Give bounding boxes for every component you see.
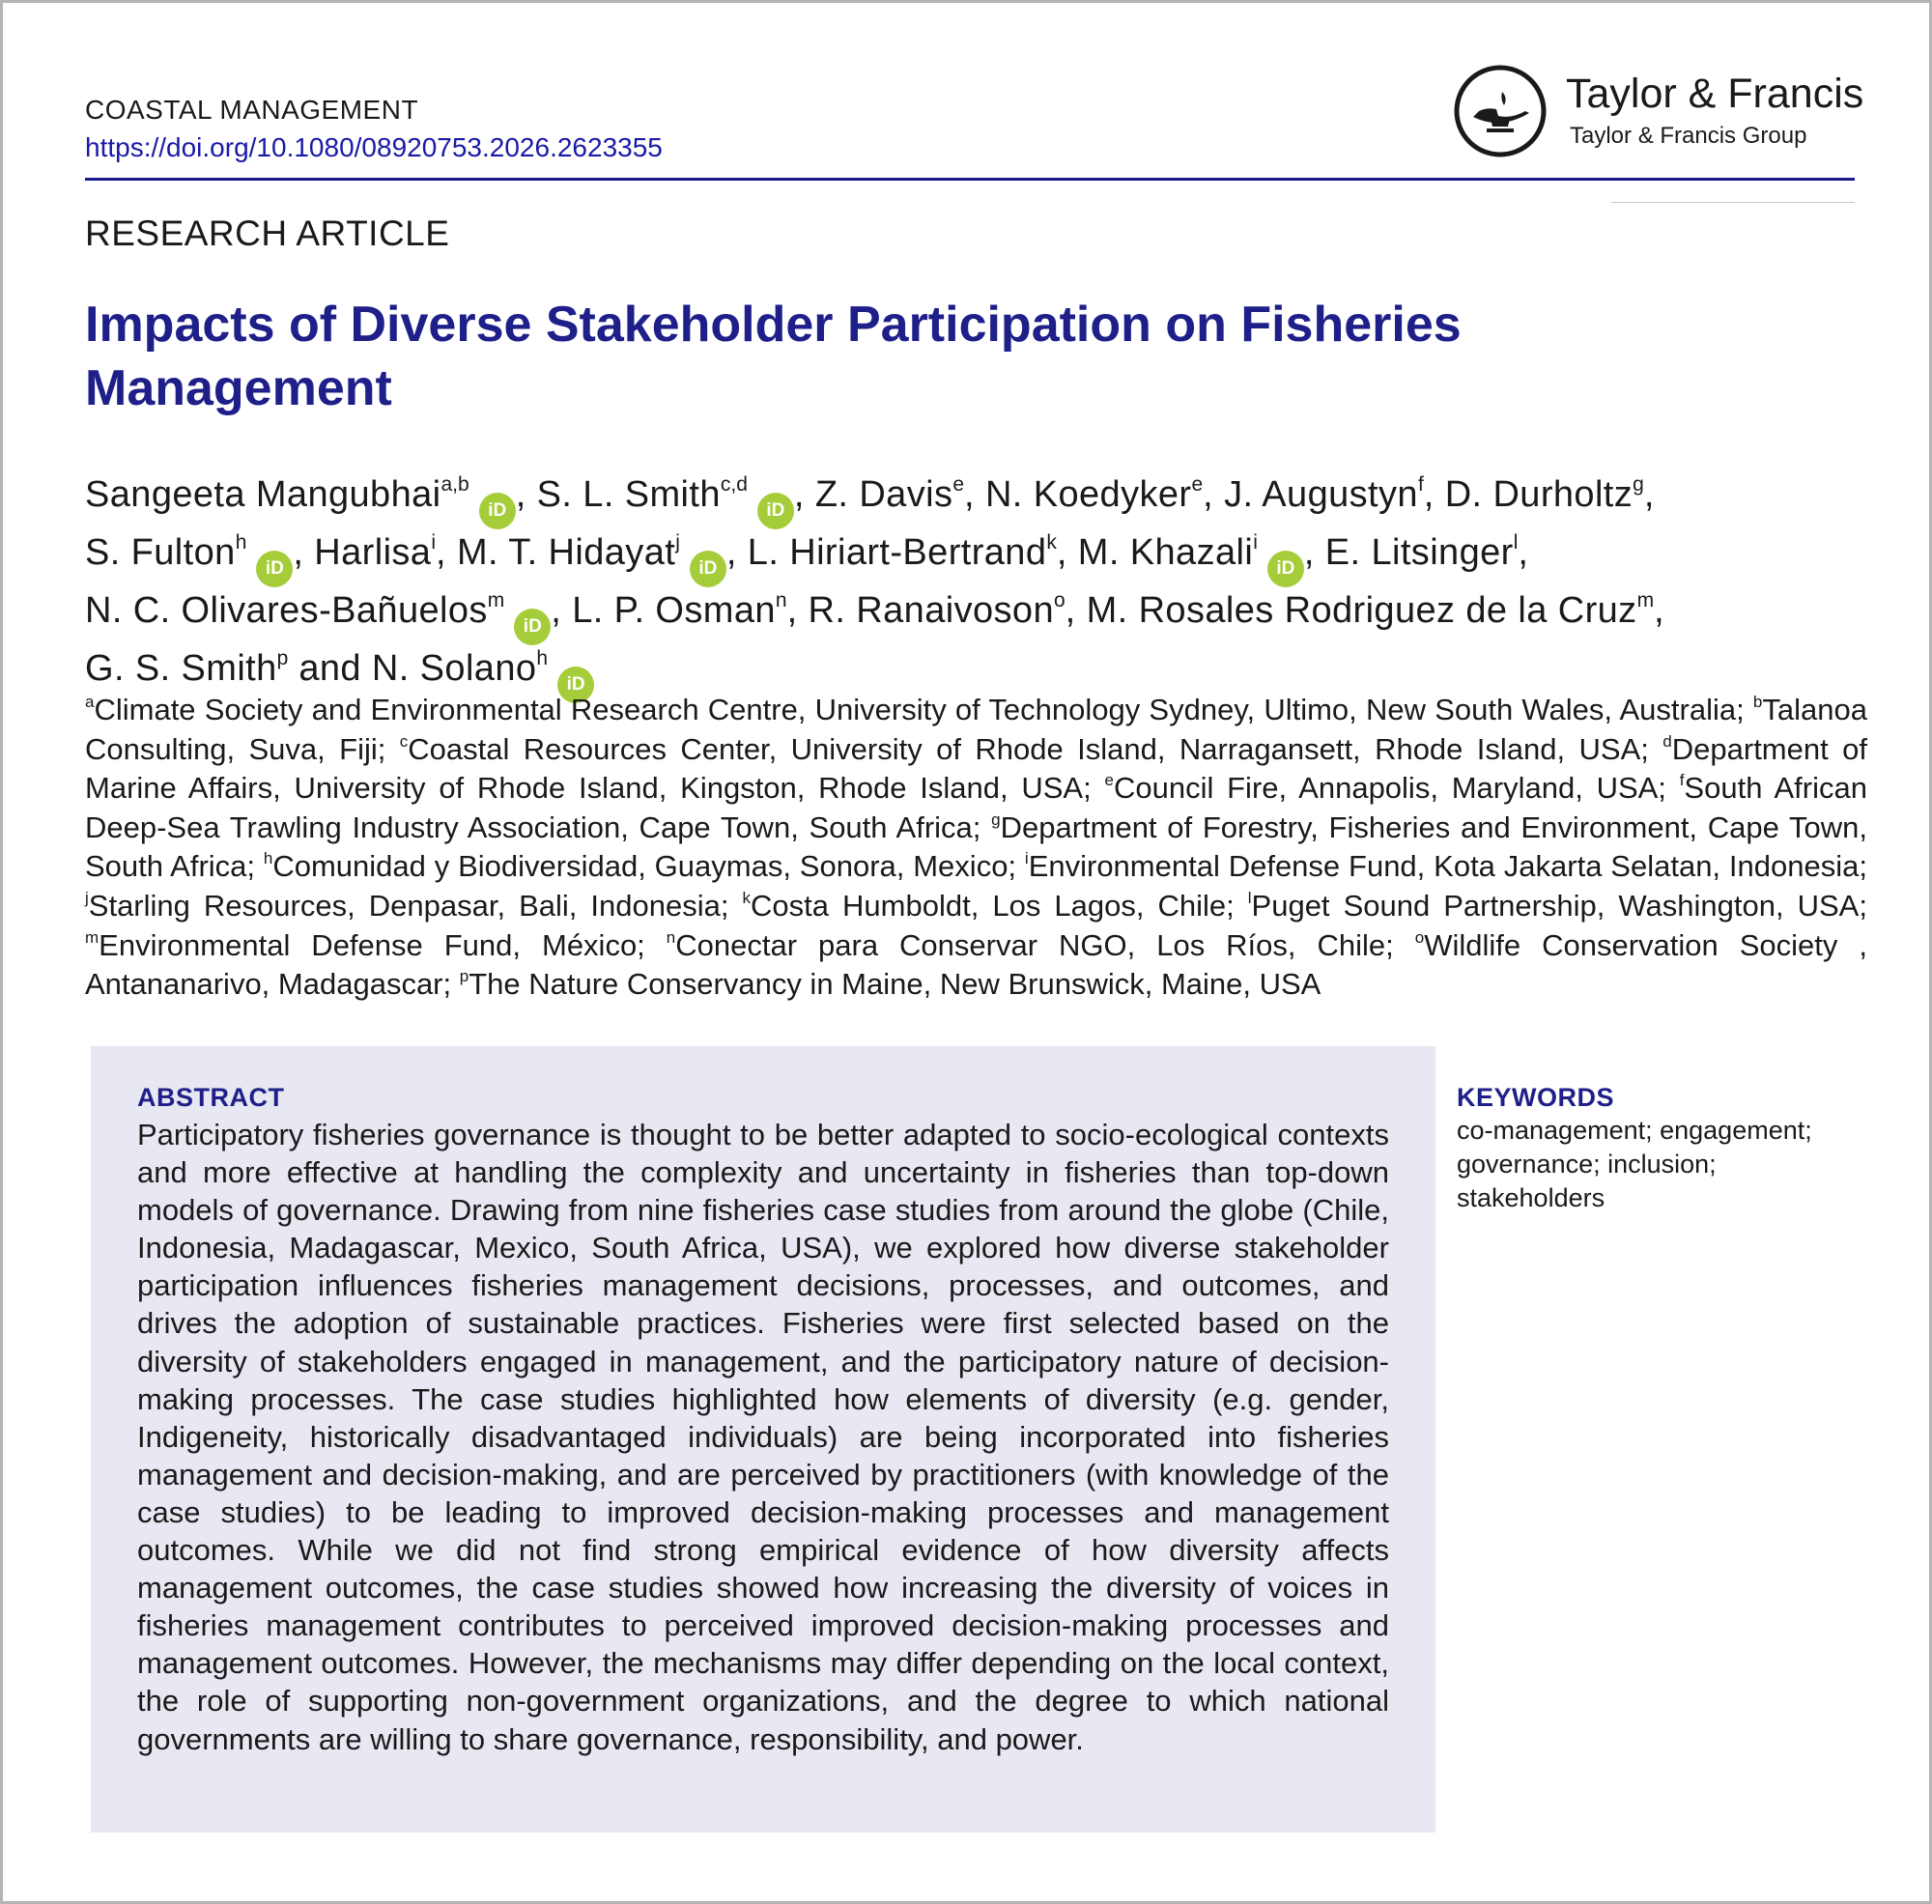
affiliation-marker: c,d: [720, 473, 748, 496]
orcid-icon[interactable]: iD: [757, 493, 794, 529]
header-divider: [85, 178, 1855, 181]
article-type: RESEARCH ARTICLE: [85, 213, 450, 253]
author[interactable]: [85, 589, 551, 637]
affiliation-text: Climate Society and Environmental Research Centre, University of Technology Sydney, Ultimo, New South Wales, Australia;: [94, 693, 1745, 726]
author-name: L. Hiriart-Bertrand: [747, 532, 1047, 573]
author-name: S. L. Smith: [536, 474, 721, 515]
affiliation-text: Department of Forestry, Fisheries and Environment, Cape Town, South Africa;: [85, 810, 1867, 884]
keywords-text: co-management; engagement; governance; inclusion; stakeholders: [1457, 1116, 1812, 1212]
affiliation-marker: a,b: [440, 473, 469, 496]
affiliation-marker: a: [85, 693, 95, 711]
doi-link[interactable]: https://doi.org/10.1080/08920753.2026.2623355: [85, 132, 663, 162]
affiliation-marker: e: [952, 473, 965, 496]
author[interactable]: [1445, 474, 1644, 515]
affiliation-marker: d: [1662, 731, 1672, 751]
affiliation-marker: m: [85, 927, 99, 947]
orcid-icon[interactable]: iD: [256, 551, 293, 587]
affiliation-marker: o: [1414, 927, 1425, 947]
author-name: D. Durholtz: [1444, 474, 1634, 515]
abstract-text: Participatory fisheries governance is thought to be better adapted to socio-ecological contexts and more effective at handling the complexity and uncertainty in fisheries than top-down models of governance. Drawing from nine fisheries case studies from around the globe (Chile, Indonesia, Madagascar, Mexico, South Africa, USA), we explored how diverse stakeholder participation influences fisheries management decisions, processes, and outcomes, and drives the adoption of sustainable practices. Fisheries were first selected based on the diversity of stakeholders engaged in management, and the participatory nature of decision-making processes. The case studies highlighted how elements of diversity (e.g. gender, Indigeneity, historically disadvantaged individuals) are being incorporated into fisheries management and decision-making, and are perceived by practitioners (with knowledge of the case studies) to be leading to improved decision-making processes and management outcomes. While we did not find strong empirical evidence of how diversity affects management outcomes, the case studies showed how increasing the diversity of voices in fisheries management contributes to perceived improved decision-making processes and management outcomes. However, the mechanisms may differ depending on the local context, the role of supporting non-government organizations, and the degree to which national governments are willing to share governance, responsibility, and power.: [137, 1118, 1389, 1756]
publisher-name: Taylor & Francis: [1566, 71, 1864, 117]
author-name: Harlisa: [314, 532, 432, 573]
affiliation-marker: n: [666, 927, 676, 947]
lamp-logo-icon: [1452, 63, 1548, 159]
abstract-box: [91, 1046, 1435, 1833]
abstract-heading: ABSTRACT: [137, 1083, 285, 1112]
author-name: M. Khazali: [1077, 532, 1254, 573]
affiliation-marker: k: [1046, 531, 1057, 554]
author-name: N. C. Olivares-Bañuelos: [85, 590, 488, 631]
author[interactable]: [371, 647, 594, 695]
affiliation-marker: h: [235, 531, 247, 554]
affiliation-marker: h: [536, 647, 549, 669]
affiliation-marker: l: [1247, 888, 1252, 907]
orcid-icon[interactable]: iD: [690, 551, 726, 587]
author-name: Z. Davis: [814, 474, 953, 515]
affiliation-text: Puget Sound Partnership, Washington, USA;: [1251, 888, 1867, 923]
affiliation-marker: c: [399, 731, 409, 751]
author[interactable]: [536, 473, 794, 521]
author[interactable]: [1224, 474, 1424, 515]
author-name: N. Koedyker: [984, 474, 1192, 515]
author[interactable]: [809, 590, 1065, 631]
affiliation-text: Wildlife Conservation Society , Antananarivo, Madagascar;: [85, 927, 1867, 1002]
journal-name: COASTAL MANAGEMENT: [85, 95, 419, 125]
author-conjunction: and: [298, 648, 361, 689]
affiliation-marker: p: [276, 647, 289, 669]
affiliation-marker: g: [991, 810, 1001, 829]
author-list: Sangeeta Mangubhai$^{a,b}$iD , S. L. Smith$^{c,d}$iD , Z. Davis$^e$, N. Koedyker$^e$, J. Augustyn$^f$, D. Durholtz$^g$, S. Fulton$^h$iD , Harlisa$^i$, M. T. Hidayat$^j$iD , L. Hiriart-Bertrand$^k$, M. Khazali$^i$iD , E. Litsinger$^l$, N. C. Olivares-Bañuelos$^m$iD , L. P. Osman$^n$, R. Ranaivoson$^o$, M. Rosales Rodriguez de la Cruz$^m$, G. S. Smith$^p$ and N. Solano$^h$iD: [85, 471, 1862, 703]
affiliation-text: South African Deep-Sea Trawling Industry Association, Cape Town, South Africa;: [85, 771, 1867, 844]
affiliation-text: Conectar para Conservar NGO, Los Ríos, Chile;: [675, 927, 1394, 962]
author[interactable]: [748, 532, 1057, 573]
author-name: Sangeeta Mangubhai: [85, 474, 441, 515]
author[interactable]: [1087, 590, 1654, 631]
author-name: S. Fulton: [85, 532, 236, 573]
affiliation-marker: n: [775, 589, 787, 611]
affiliation-marker: k: [742, 888, 752, 907]
affiliation-marker: e: [1104, 771, 1114, 790]
affiliation-text: Coastal Resources Center, University of Rhode Island, Narragansett, Rhode Island, USA;: [408, 731, 1649, 766]
author-name: R. Ranaivoson: [808, 590, 1054, 631]
affiliation-marker: e: [1191, 473, 1204, 496]
author[interactable]: [85, 531, 293, 579]
author-name: N. Solano: [371, 648, 537, 689]
orcid-icon[interactable]: iD: [514, 609, 551, 645]
affiliation-marker: l: [1513, 531, 1519, 554]
affiliation-marker: j: [85, 888, 89, 907]
author[interactable]: [1325, 532, 1519, 573]
affiliation-marker: g: [1633, 473, 1644, 496]
affiliation-text: Environmental Defense Fund, México;: [99, 927, 645, 962]
author-name: M. T. Hidayat: [456, 532, 676, 573]
author-name: J. Augustyn: [1224, 474, 1418, 515]
affiliation-marker: f: [1417, 473, 1424, 496]
author-name: M. Rosales Rodriguez de la Cruz: [1086, 590, 1637, 631]
affiliation-marker: i: [1253, 531, 1258, 554]
author-name: G. S. Smith: [85, 648, 277, 689]
affiliation-marker: b: [1752, 693, 1763, 711]
orcid-icon[interactable]: iD: [1267, 551, 1304, 587]
author[interactable]: [456, 531, 726, 579]
orcid-icon[interactable]: iD: [479, 493, 516, 529]
affiliation-text: Department of Marine Affairs, University of Rhode Island, Kingston, Rhode Island, USA;: [85, 731, 1867, 806]
author-name: L. P. Osman: [572, 590, 776, 631]
affiliation-text: Council Fire, Annapolis, Maryland, USA;: [1113, 771, 1666, 806]
author[interactable]: [85, 473, 516, 521]
article-title: Impacts of Diverse Stakeholder Participation on Fisheries Management: [85, 297, 1462, 416]
affiliation-marker: h: [263, 849, 273, 868]
publisher-group: Taylor & Francis Group: [1570, 123, 1807, 149]
affiliation-text: The Nature Conservancy in Maine, New Brunswick, Maine, USA: [469, 967, 1321, 1002]
affiliation-text: Costa Humboldt, Los Lagos, Chile;: [751, 888, 1235, 923]
keywords-heading: KEYWORDS: [1457, 1083, 1615, 1112]
affiliation-text: Comunidad y Biodiversidad, Guaymas, Sonora, Mexico;: [272, 849, 1017, 884]
affiliation-text: Talanoa Consulting, Suva, Fiji;: [85, 693, 1867, 766]
publisher-logo[interactable]: [1452, 63, 1864, 169]
affiliation-marker: i: [431, 531, 437, 554]
orcid-icon[interactable]: iD: [557, 667, 594, 703]
affiliation-text: Environmental Defense Fund, Kota Jakarta Selatan, Indonesia;: [1028, 849, 1867, 884]
author-name: E. Litsinger: [1324, 532, 1514, 573]
header-divider-thin: [1611, 202, 1855, 203]
affiliation-marker: o: [1053, 589, 1065, 611]
author[interactable]: [572, 590, 786, 631]
author[interactable]: [1077, 531, 1304, 579]
affiliation-marker: f: [1679, 771, 1685, 790]
affiliation-marker: p: [459, 967, 469, 986]
affiliation-marker: j: [675, 531, 680, 554]
author[interactable]: [314, 532, 436, 573]
author[interactable]: [815, 474, 964, 515]
affiliation-marker: m: [487, 589, 505, 611]
affiliation-text: Starling Resources, Denpasar, Bali, Indonesia;: [88, 888, 729, 923]
affiliation-marker: i: [1024, 849, 1029, 868]
affiliation-marker: m: [1636, 589, 1655, 611]
author[interactable]: [85, 648, 288, 689]
author[interactable]: [985, 474, 1203, 515]
affiliation-list: [85, 691, 1867, 1005]
